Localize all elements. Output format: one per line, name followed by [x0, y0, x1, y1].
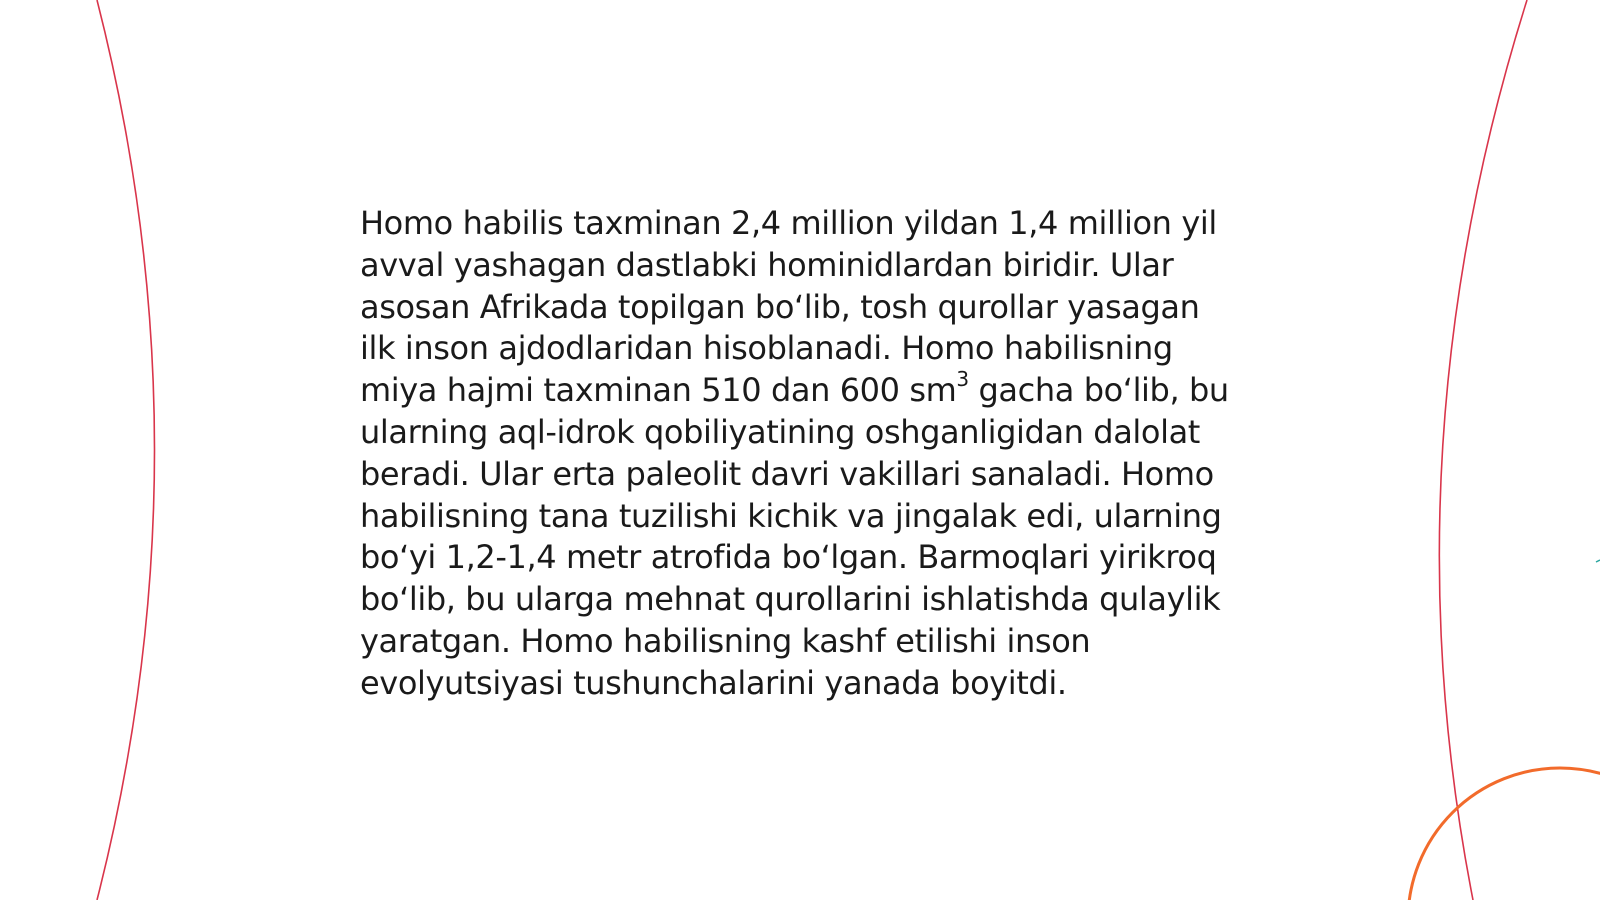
- superscript-three: 3: [956, 367, 969, 392]
- edge-tick-mark: [1596, 560, 1600, 562]
- right-curve-line: [1439, 0, 1527, 900]
- left-curve-line: [97, 0, 155, 900]
- accent-circle: [1408, 768, 1600, 900]
- paragraph-main-text: Homo habilis taxminan 2,4 million yildan 1,4 million yil avval yashagan dastlabki hominidlardan biridir. Ular asosan Afrikada topilgan bo‘lib, tosh qurollar yasagan ilk inson ajdodlaridan hisoblanadi. Homo habilisning miya hajmi taxminan 510 dan 600 sm: [360, 204, 1217, 410]
- paragraph-rest-text: gacha bo‘lib, bu ularning aql-idrok qobiliyatining oshganligidan dalolat beradi. Ular erta paleolit davri vakillari sanaladi. Homo habilisning tana tuzilishi kichik va jingalak edi, ularning bo‘yi 1,2-1,4 metr atrofida bo‘lgan. Barmoqlari yirikroq bo‘lib, bu ularga mehnat qurollarini ishlatishda qulaylik yaratgan. Homo habilisning kashf etilishi inson evolyutsiyasi tushunchalarini yanada boyitdi.: [360, 371, 1229, 702]
- body-paragraph: [360, 203, 1240, 705]
